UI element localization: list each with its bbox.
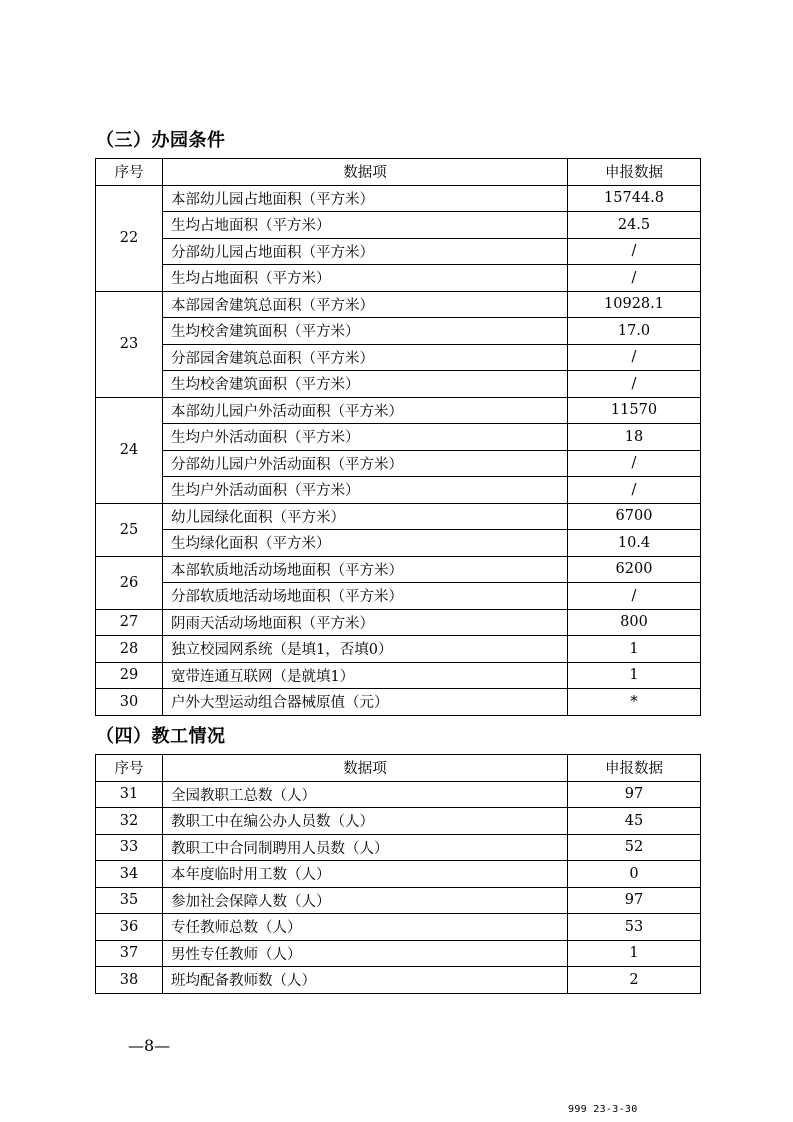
table-row xyxy=(96,781,701,808)
table-row xyxy=(96,344,701,371)
table-row xyxy=(96,238,701,265)
value-cell: 53 xyxy=(568,914,701,941)
item-cell: 生均占地面积（平方米） xyxy=(163,265,568,292)
seq-cell: 23 xyxy=(96,291,163,397)
seq-cell: 35 xyxy=(96,887,163,914)
table-row xyxy=(96,477,701,504)
value-cell: 2 xyxy=(568,967,701,994)
print-stamp: 999 23-3-30 xyxy=(568,1104,638,1115)
value-cell: / xyxy=(568,265,701,292)
item-cell: 参加社会保障人数（人） xyxy=(163,887,568,914)
item-cell: 生均校舍建筑面积（平方米） xyxy=(163,371,568,398)
conditions-table xyxy=(95,158,701,716)
table-header-row xyxy=(96,159,701,186)
value-cell: * xyxy=(568,689,701,716)
item-cell: 分部幼儿园占地面积（平方米） xyxy=(163,238,568,265)
seq-cell: 32 xyxy=(96,808,163,835)
seq-cell: 30 xyxy=(96,689,163,716)
table-row xyxy=(96,834,701,861)
item-cell: 本部园舍建筑总面积（平方米） xyxy=(163,291,568,318)
header-value: 申报数据 xyxy=(568,159,701,186)
table-row xyxy=(96,861,701,888)
value-cell: 1 xyxy=(568,662,701,689)
seq-cell: 29 xyxy=(96,662,163,689)
table-row xyxy=(96,291,701,318)
item-cell: 宽带连通互联网（是就填1） xyxy=(163,662,568,689)
item-cell: 本部幼儿园户外活动面积（平方米） xyxy=(163,397,568,424)
value-cell: 10.4 xyxy=(568,530,701,557)
value-cell: 97 xyxy=(568,781,701,808)
table-row xyxy=(96,185,701,212)
value-cell: / xyxy=(568,344,701,371)
value-cell: 18 xyxy=(568,424,701,451)
table-row xyxy=(96,397,701,424)
value-cell: 10928.1 xyxy=(568,291,701,318)
section-title-conditions: （三）办园条件 xyxy=(96,130,226,151)
seq-cell: 22 xyxy=(96,185,163,291)
value-cell: 17.0 xyxy=(568,318,701,345)
seq-cell: 25 xyxy=(96,503,163,556)
table-row xyxy=(96,371,701,398)
seq-cell: 31 xyxy=(96,781,163,808)
item-cell: 生均户外活动面积（平方米） xyxy=(163,424,568,451)
table-row xyxy=(96,967,701,994)
table-row xyxy=(96,940,701,967)
value-cell: 45 xyxy=(568,808,701,835)
seq-cell: 26 xyxy=(96,556,163,609)
table-row xyxy=(96,887,701,914)
table-row xyxy=(96,424,701,451)
header-seq: 序号 xyxy=(96,755,163,782)
value-cell: 24.5 xyxy=(568,212,701,239)
item-cell: 专任教师总数（人） xyxy=(163,914,568,941)
table-row xyxy=(96,808,701,835)
value-cell: / xyxy=(568,450,701,477)
item-cell: 本部软质地活动场地面积（平方米） xyxy=(163,556,568,583)
table-row xyxy=(96,662,701,689)
table-row xyxy=(96,609,701,636)
item-cell: 生均户外活动面积（平方米） xyxy=(163,477,568,504)
item-cell: 本部幼儿园占地面积（平方米） xyxy=(163,185,568,212)
table-row xyxy=(96,689,701,716)
table-row xyxy=(96,556,701,583)
seq-cell: 36 xyxy=(96,914,163,941)
value-cell: 6700 xyxy=(568,503,701,530)
item-cell: 生均绿化面积（平方米） xyxy=(163,530,568,557)
value-cell: 6200 xyxy=(568,556,701,583)
seq-cell: 33 xyxy=(96,834,163,861)
header-item: 数据项 xyxy=(163,159,568,186)
table-row xyxy=(96,636,701,663)
seq-cell: 24 xyxy=(96,397,163,503)
value-cell: 1 xyxy=(568,636,701,663)
value-cell: / xyxy=(568,583,701,610)
table-row xyxy=(96,530,701,557)
seq-cell: 37 xyxy=(96,940,163,967)
seq-cell: 27 xyxy=(96,609,163,636)
value-cell: 0 xyxy=(568,861,701,888)
table-row xyxy=(96,450,701,477)
table-row xyxy=(96,503,701,530)
item-cell: 生均占地面积（平方米） xyxy=(163,212,568,239)
value-cell: / xyxy=(568,371,701,398)
item-cell: 分部幼儿园户外活动面积（平方米） xyxy=(163,450,568,477)
page-number: —8— xyxy=(128,1036,171,1055)
item-cell: 生均校舍建筑面积（平方米） xyxy=(163,318,568,345)
table-row xyxy=(96,318,701,345)
item-cell: 男性专任教师（人） xyxy=(163,940,568,967)
item-cell: 阴雨天活动场地面积（平方米） xyxy=(163,609,568,636)
item-cell: 分部园舍建筑总面积（平方米） xyxy=(163,344,568,371)
table-header-row xyxy=(96,755,701,782)
value-cell: 97 xyxy=(568,887,701,914)
item-cell: 户外大型运动组合器械原值（元） xyxy=(163,689,568,716)
value-cell: 11570 xyxy=(568,397,701,424)
staff-table xyxy=(95,754,701,994)
header-seq: 序号 xyxy=(96,159,163,186)
section-title-staff: （四）教工情况 xyxy=(96,726,226,747)
value-cell: 15744.8 xyxy=(568,185,701,212)
table-row xyxy=(96,914,701,941)
seq-cell: 34 xyxy=(96,861,163,888)
item-cell: 教职工中合同制聘用人员数（人） xyxy=(163,834,568,861)
value-cell: / xyxy=(568,477,701,504)
header-item: 数据项 xyxy=(163,755,568,782)
value-cell: 800 xyxy=(568,609,701,636)
item-cell: 全园教职工总数（人） xyxy=(163,781,568,808)
item-cell: 班均配备教师数（人） xyxy=(163,967,568,994)
item-cell: 独立校园网系统（是填1，否填0） xyxy=(163,636,568,663)
table-row xyxy=(96,265,701,292)
item-cell: 分部软质地活动场地面积（平方米） xyxy=(163,583,568,610)
seq-cell: 38 xyxy=(96,967,163,994)
table-row xyxy=(96,212,701,239)
item-cell: 本年度临时用工数（人） xyxy=(163,861,568,888)
seq-cell: 28 xyxy=(96,636,163,663)
item-cell: 教职工中在编公办人员数（人） xyxy=(163,808,568,835)
table-row xyxy=(96,583,701,610)
item-cell: 幼儿园绿化面积（平方米） xyxy=(163,503,568,530)
header-value: 申报数据 xyxy=(568,755,701,782)
value-cell: 52 xyxy=(568,834,701,861)
value-cell: / xyxy=(568,238,701,265)
value-cell: 1 xyxy=(568,940,701,967)
